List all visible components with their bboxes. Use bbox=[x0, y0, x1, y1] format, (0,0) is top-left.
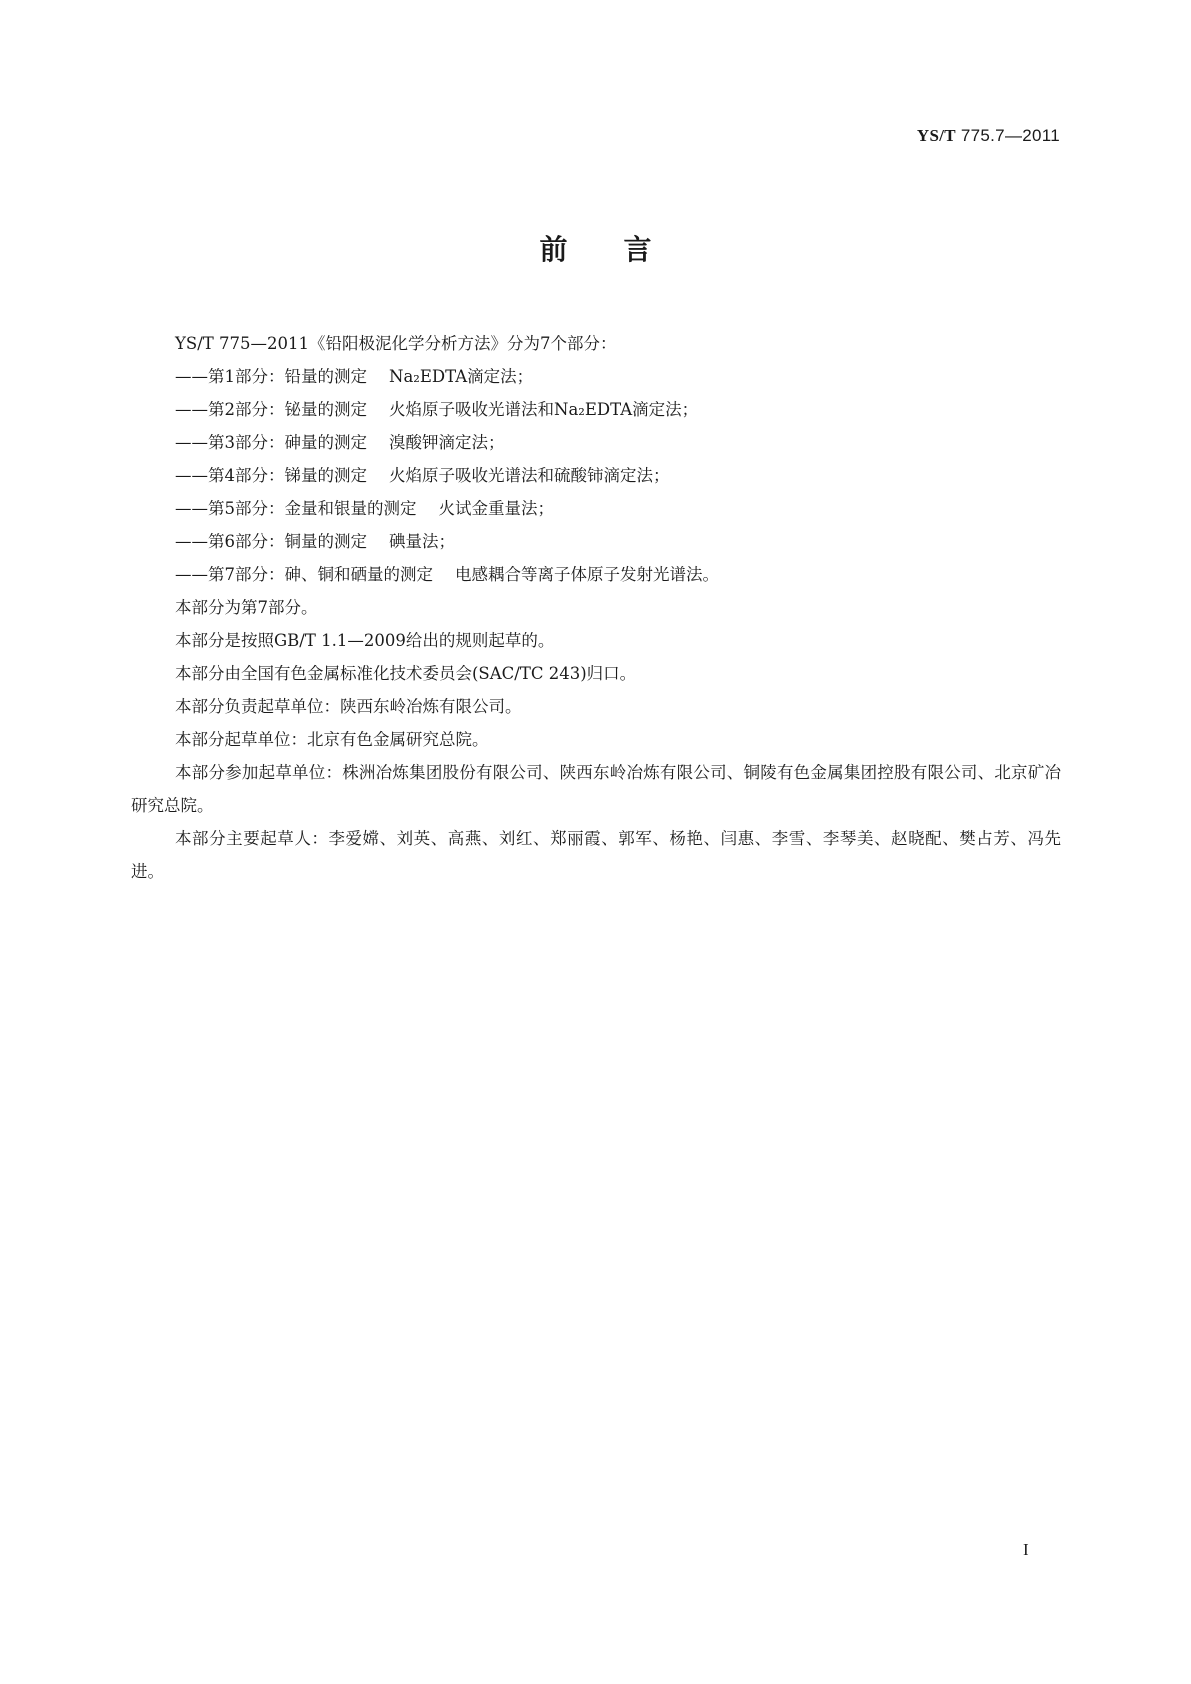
standard-prefix: YS/T bbox=[916, 126, 956, 145]
part-method: 火焰原子吸收光谱法和Na₂EDTA滴定法； bbox=[389, 400, 699, 419]
part-method: 碘量法； bbox=[389, 532, 455, 551]
page-title: 前言 bbox=[539, 233, 708, 266]
standard-code: 775.7—2011 bbox=[955, 126, 1060, 145]
list-item-part-1 bbox=[131, 360, 1061, 393]
list-item-part-2 bbox=[131, 393, 1061, 426]
part-label: ——第3部分：砷量的测定 bbox=[175, 433, 367, 452]
paragraph-participating-units: 本部分参加起草单位：株洲冶炼集团股份有限公司、陕西东岭冶炼有限公司、铜陵有色金属集团控股有限公司、北京矿冶研究总院。 bbox=[131, 763, 1061, 815]
part-method: 溴酸钾滴定法； bbox=[389, 433, 505, 452]
paragraph-committee: 本部分由全国有色金属标准化技术委员会(SAC/TC 243)归口。 bbox=[175, 664, 637, 683]
part-method: 电感耦合等离子体原子发射光谱法。 bbox=[455, 565, 719, 584]
list-item-part-3 bbox=[131, 426, 1061, 459]
part-label: ——第1部分：铅量的测定 bbox=[175, 367, 367, 386]
part-label: ——第7部分：砷、铜和硒量的测定 bbox=[175, 565, 433, 584]
standard-number bbox=[917, 126, 1060, 146]
part-label: ——第5部分：金量和银量的测定 bbox=[175, 499, 417, 518]
list-item-part-5 bbox=[131, 492, 1061, 525]
list-item-part-6 bbox=[131, 525, 1061, 558]
list-item-part-7 bbox=[131, 558, 1061, 591]
part-label: ——第4部分：锑量的测定 bbox=[175, 466, 367, 485]
part-method: 火试金重量法； bbox=[438, 499, 554, 518]
part-label: ——第6部分：铜量的测定 bbox=[175, 532, 367, 551]
paragraph-drafters: 本部分主要起草人：李爱嫦、刘英、高燕、刘红、郑丽霞、郭军、杨艳、闫惠、李雪、李琴美、赵晓配、樊占芳、冯先进。 bbox=[131, 829, 1061, 881]
intro-paragraph: YS/T 775—2011《铅阳极泥化学分析方法》分为7个部分： bbox=[175, 334, 617, 353]
part-label: ——第2部分：铋量的测定 bbox=[175, 400, 367, 419]
page-number: I bbox=[1023, 1540, 1029, 1559]
foreword-body bbox=[131, 327, 1061, 888]
paragraph-part-number: 本部分为第7部分。 bbox=[175, 598, 318, 617]
part-method: Na₂EDTA滴定法； bbox=[389, 367, 534, 386]
paragraph-drafting-unit: 本部分起草单位：北京有色金属研究总院。 bbox=[175, 730, 489, 749]
paragraph-responsible-unit: 本部分负责起草单位：陕西东岭冶炼有限公司。 bbox=[175, 697, 522, 716]
list-item-part-4 bbox=[131, 459, 1061, 492]
part-method: 火焰原子吸收光谱法和硫酸铈滴定法； bbox=[389, 466, 670, 485]
paragraph-drafting-rules: 本部分是按照GB/T 1.1—2009给出的规则起草的。 bbox=[175, 631, 555, 650]
